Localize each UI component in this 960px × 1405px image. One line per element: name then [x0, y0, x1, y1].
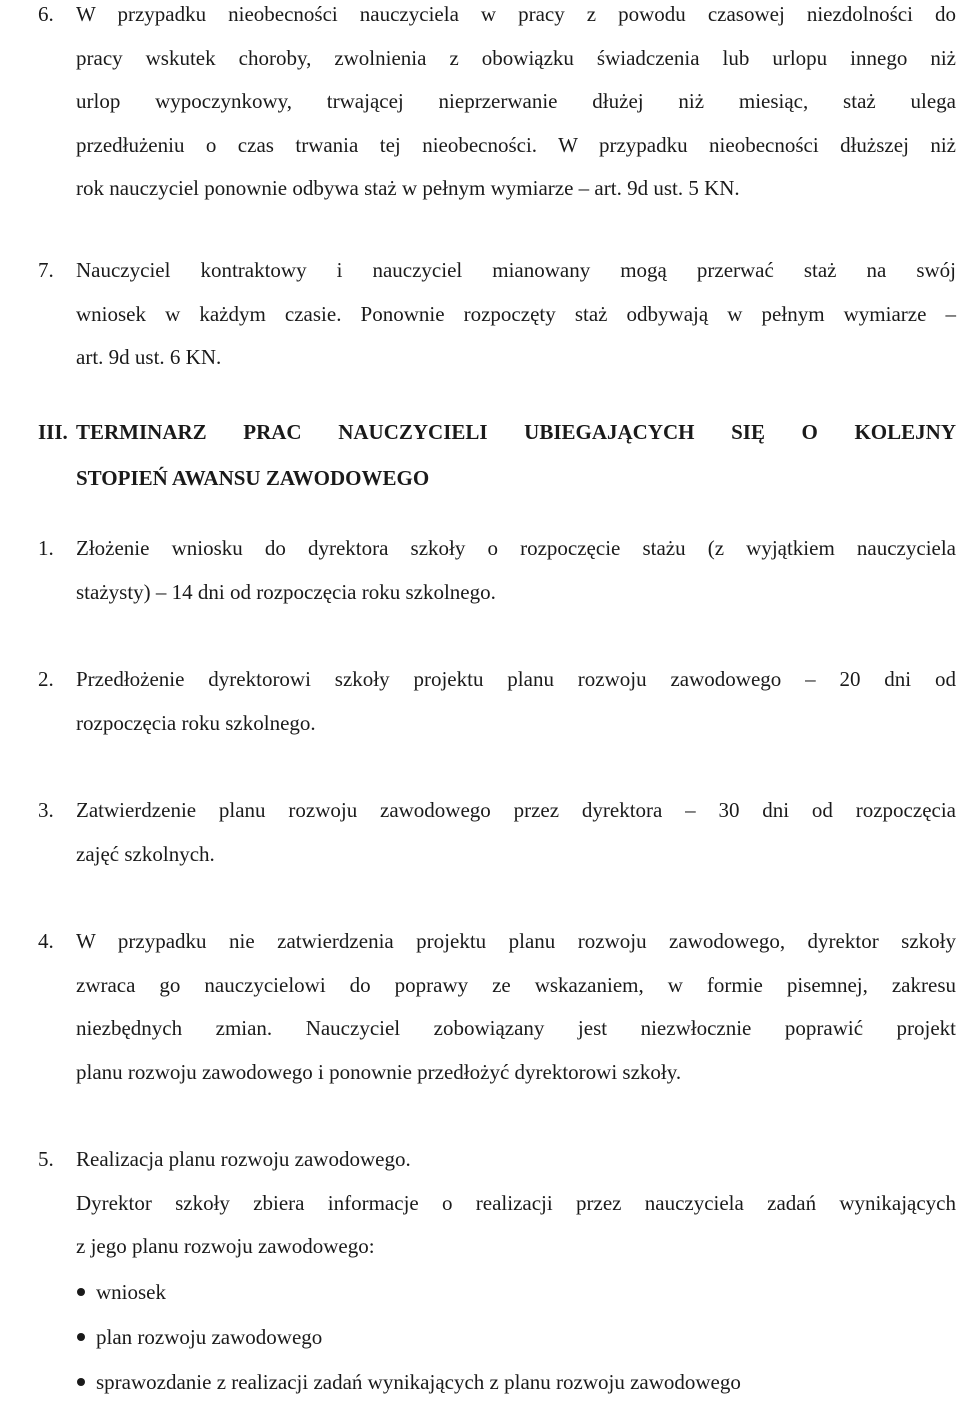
- step-text: [76, 658, 956, 745]
- text-line: Złożenie wniosku do dyrektora szkoły o rozpoczęcie stażu (z wyjątkiem nauczyciela: [76, 536, 956, 560]
- list-item-label: sprawozdanie z realizacji zadań wynikających z planu rozwoju zawodowego: [96, 1370, 741, 1394]
- list-item-label: plan rozwoju zawodowego: [96, 1325, 323, 1349]
- text-line: Dyrektor szkoły zbiera informacje o realizacji przez nauczyciela zadań wynikających: [76, 1190, 956, 1215]
- list-item-label: wniosek: [96, 1280, 166, 1304]
- text-line: rozpoczęcia roku szkolnego.: [76, 710, 316, 735]
- text-line: rok nauczyciel ponownie odbywa staż w pełnym wymiarze – art. 9d ust. 5 KN.: [76, 176, 740, 201]
- text-line: niezbędnych zmian. Nauczyciel zobowiązany jest niezwłocznie poprawić projekt: [76, 1016, 956, 1041]
- text-line: wniosek w każdym czasie. Ponownie rozpoczęty staż odbywają w pełnym wymiarze –: [76, 301, 956, 326]
- section-title: [76, 409, 956, 501]
- step-text: [76, 920, 956, 1094]
- text-line: Realizacja planu rozwoju zawodowego.: [76, 1147, 411, 1171]
- step-number: 2.: [38, 667, 54, 691]
- bullet-icon: [77, 1333, 85, 1341]
- step-text: [76, 789, 956, 876]
- step-number: 5.: [38, 1147, 54, 1171]
- paragraph-text: [76, 249, 956, 380]
- text-line: stażysty) – 14 dni od rozpoczęcia roku szkolnego.: [76, 579, 496, 604]
- step-3: [38, 789, 956, 876]
- step-number: 3.: [38, 798, 54, 822]
- step-2: [38, 658, 956, 745]
- paragraph-number: 6.: [38, 2, 54, 26]
- list-item: [77, 1315, 741, 1360]
- step-text: [76, 527, 956, 614]
- text-line: W przypadku nie zatwierdzenia projektu planu rozwoju zawodowego, dyrektor szkoły: [76, 929, 956, 953]
- paragraph-7: [38, 249, 956, 380]
- text-line: Nauczyciel kontraktowy i nauczyciel mianowany mogą przerwać staż na swój: [76, 258, 956, 282]
- step-4: [38, 920, 956, 1094]
- step-5: [38, 1138, 956, 1269]
- text-line: Zatwierdzenie planu rozwoju zawodowego przez dyrektora – 30 dni od rozpoczęcia: [76, 798, 956, 822]
- text-line: art. 9d ust. 6 KN.: [76, 345, 222, 370]
- bullet-icon: [77, 1378, 85, 1386]
- text-line: z jego planu rozwoju zawodowego:: [76, 1234, 375, 1259]
- text-line: planu rozwoju zawodowego i ponownie przedłożyć dyrektorowi szkoły.: [76, 1059, 682, 1084]
- bullet-list: [77, 1270, 741, 1405]
- step-text: [76, 1138, 956, 1269]
- text-line: Przedłożenie dyrektorowi szkoły projektu planu rozwoju zawodowego – 20 dni od: [76, 667, 956, 691]
- step-number: 4.: [38, 929, 54, 953]
- text-line: zwraca go nauczycielowi do poprawy ze wskazaniem, w formie pisemnej, zakresu: [76, 972, 956, 997]
- list-item: [77, 1270, 741, 1315]
- heading-line: TERMINARZ PRAC NAUCZYCIELI UBIEGAJĄCYCH SIĘ O KOLEJNY: [76, 420, 956, 444]
- text-line: W przypadku nieobecności nauczyciela w pracy z powodu czasowej niezdolności do: [76, 2, 956, 26]
- paragraph-number: 7.: [38, 258, 54, 282]
- section-number: III.: [38, 420, 68, 444]
- heading-line: STOPIEŃ AWANSU ZAWODOWEGO: [76, 466, 430, 490]
- paragraph-6: [38, 0, 956, 211]
- text-line: zajęć szkolnych.: [76, 841, 215, 866]
- text-line: urlop wypoczynkowy, trwającej nieprzerwanie dłużej niż miesiąc, staż ulega: [76, 89, 956, 114]
- step-number: 1.: [38, 536, 54, 560]
- section-heading: [38, 409, 956, 501]
- step-1: [38, 527, 956, 614]
- paragraph-text: [76, 0, 956, 211]
- list-item: [77, 1360, 741, 1405]
- text-line: przedłużeniu o czas trwania tej nieobecności. W przypadku nieobecności dłuższej niż: [76, 132, 956, 157]
- bullet-icon: [77, 1288, 85, 1296]
- text-line: pracy wskutek choroby, zwolnienia z obowiązku świadczenia lub urlopu innego niż: [76, 45, 956, 70]
